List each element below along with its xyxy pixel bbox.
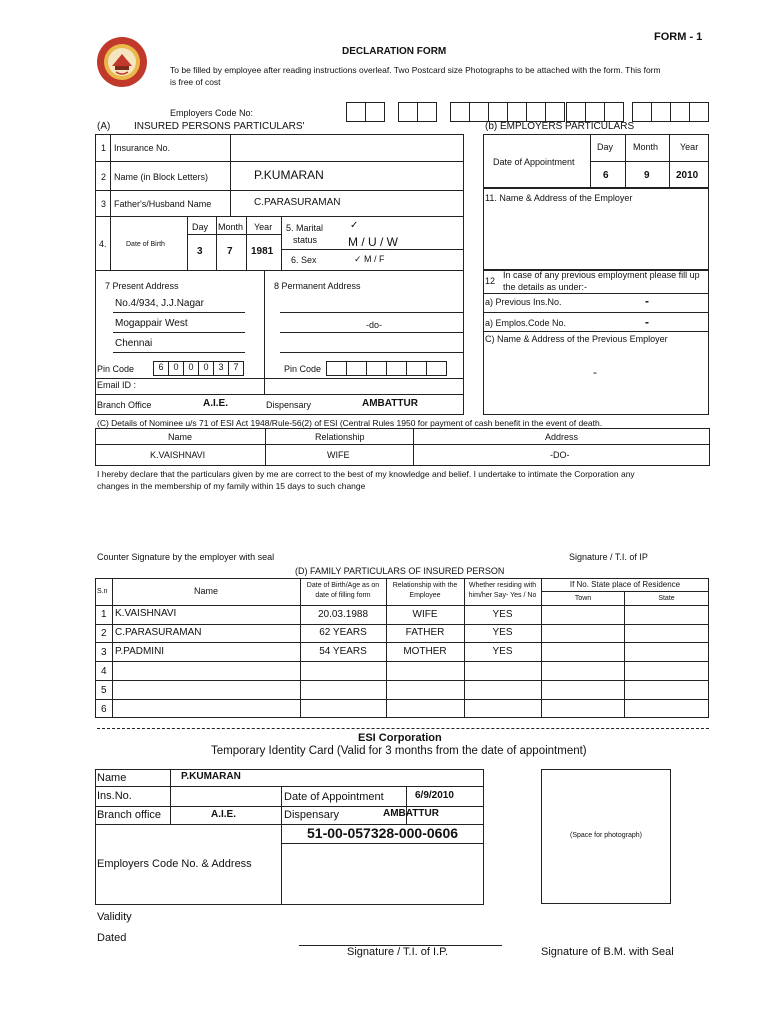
marital-label-2: status [293, 235, 318, 245]
name-label: Name (in Block Letters) [114, 172, 209, 182]
form-number: FORM - 1 [654, 31, 703, 43]
cut-line-divider [97, 728, 709, 729]
permanent-address-label: 8 Permanent Address [274, 281, 361, 291]
section-a-heading: INSURED PERSONS PARTICULARS' [134, 121, 305, 132]
pin-digit: 0 [183, 361, 199, 376]
id-branch-label: Branch office [97, 809, 162, 821]
id-ins-label: Ins.No. [97, 790, 132, 802]
family-col-town: Town [574, 595, 592, 602]
pin-code-label: Pin Code [97, 364, 135, 374]
declaration-line-1: I hereby declare that the particulars given by me are correct to the best of my knowledge and belief. I undertake to intimate the Corporation any [97, 469, 635, 479]
family-dob[interactable]: 54 YEARS [319, 646, 367, 657]
marital-check-icon: ✓ [350, 220, 359, 231]
signature-ip-label: Signature / T.I. of IP [569, 552, 648, 562]
marital-label: 5. Marital [286, 223, 324, 233]
doa-year[interactable]: 2010 [676, 170, 699, 181]
family-col-relationship-2: Employee [409, 592, 441, 599]
family-col-state: State [658, 595, 675, 602]
previous-employer-label: C) Name & Address of the Previous Employer [485, 334, 668, 344]
section-a-letter: (A) [97, 121, 111, 132]
previous-code-label: a) Emplos.Code No. [485, 318, 567, 328]
family-relationship[interactable]: MOTHER [403, 646, 447, 657]
insurance-no-label: Insurance No. [114, 143, 171, 153]
photo-placeholder-label: (Space for photograph) [570, 832, 642, 839]
row-number-2: 2 [101, 172, 107, 182]
dob-year-label: Year [254, 222, 273, 232]
id-name-value[interactable]: P.KUMARAN [181, 771, 241, 782]
pin-digit: 7 [228, 361, 244, 376]
dob-day-label: Day [192, 222, 209, 232]
instructions-line-2: is free of cost [170, 77, 221, 87]
dob-year[interactable]: 1981 [251, 246, 274, 257]
family-sn: 2 [101, 628, 107, 639]
id-dispensary-value[interactable]: AMBATTUR [383, 808, 439, 819]
doa-month-label: Month [633, 142, 659, 152]
family-residing[interactable]: YES [492, 627, 513, 638]
permanent-pin-code-label: Pin Code [284, 364, 322, 374]
family-dob[interactable]: 20.03.1988 [317, 609, 369, 620]
name-value[interactable]: P.KUMARAN [254, 168, 324, 182]
doa-day-label: Day [597, 142, 614, 152]
family-dob[interactable]: 62 YEARS [319, 627, 367, 638]
family-name[interactable]: C.PARASURAMAN [115, 627, 202, 638]
validity-label: Validity [97, 911, 132, 923]
family-name[interactable]: P.PADMINI [115, 646, 165, 657]
dated-label: Dated [97, 932, 127, 944]
declaration-line-2: changes in the membership of my family within 15 days to such change [97, 481, 366, 491]
dob-month[interactable]: 7 [227, 246, 233, 257]
doa-month[interactable]: 9 [644, 170, 650, 181]
family-col-residing: Whether residing with [468, 582, 537, 589]
family-sn: 3 [101, 647, 107, 658]
family-sn: 5 [101, 685, 107, 696]
dob-label: Date of Birth [126, 241, 165, 248]
nominee-col-address: Address [545, 432, 579, 442]
pin-digit: 0 [198, 361, 214, 376]
id-dispensary-label: Dispensary [284, 809, 340, 821]
dispensary-value[interactable]: AMBATTUR [362, 398, 418, 409]
dob-day[interactable]: 3 [197, 246, 203, 257]
family-name[interactable]: K.VAISHNAVI [115, 608, 177, 619]
previous-employment-note-2: the details as under:- [503, 282, 588, 292]
id-card-subtitle: Temporary Identity Card (Valid for 3 months from the date of appointment) [211, 745, 587, 757]
dob-month-label: Month [218, 222, 244, 232]
dispensary-label: Dispensary [266, 400, 312, 410]
id-insurance-number[interactable]: 51-00-057328-000-0606 [307, 825, 459, 841]
id-doa-label: Date of Appointment [284, 791, 384, 803]
nominee-col-relationship: Relationship [315, 432, 365, 442]
id-branch-value[interactable]: A.I.E. [211, 809, 237, 820]
previous-code-value[interactable]: - [645, 315, 649, 329]
counter-signature-label: Counter Signature by the employer with seal [97, 552, 275, 562]
family-col-name: Name [194, 586, 219, 596]
row-number-3: 3 [101, 199, 107, 209]
family-col-sn: S.n [97, 588, 108, 595]
nominee-relationship[interactable]: WIFE [327, 450, 350, 460]
father-name-value[interactable]: C.PARASURAMAN [254, 197, 341, 208]
pin-digit: 0 [168, 361, 184, 376]
previous-ins-value[interactable]: - [645, 294, 649, 308]
family-col-place: If No. State place of Residence [569, 580, 681, 589]
family-sn: 4 [101, 666, 107, 677]
family-residing[interactable]: YES [492, 609, 513, 620]
previous-ins-label: a) Previous Ins.No. [485, 297, 562, 307]
pin-digit: 6 [153, 361, 169, 376]
row-number-4: 4. [99, 239, 107, 249]
employers-code-label: Employers Code No: [170, 108, 254, 118]
family-relationship[interactable]: FATHER [405, 627, 445, 638]
family-sn: 6 [101, 704, 107, 715]
signature-ip-card: Signature / T.I. of I.P. [347, 946, 449, 958]
section-b-heading: (b) EMPLOYERS PARTICULARS [485, 121, 635, 132]
sex-value[interactable]: ✓ M / F [354, 254, 385, 264]
family-relationship[interactable]: WIFE [412, 609, 438, 620]
section-d-heading: (D) FAMILY PARTICULARS OF INSURED PERSON [295, 566, 505, 576]
nominee-name[interactable]: K.VAISHNAVI [150, 450, 206, 460]
doa-label: Date of Appointment [493, 157, 575, 167]
previous-employment-number: 12 [485, 276, 496, 286]
family-col-relationship: Relationship with the [392, 582, 458, 589]
father-name-label: Father's/Husband Name [114, 199, 212, 209]
present-address-line-2[interactable]: Mogappair West [115, 318, 188, 329]
form-title: DECLARATION FORM [342, 46, 447, 57]
family-col-dob: Date of Birth/Age as on [306, 582, 380, 589]
family-col-residing-2: him/her Say- Yes / No [468, 592, 537, 599]
esic-logo [96, 36, 148, 88]
signature-bm-card: Signature of B.M. with Seal [541, 946, 674, 958]
email-label: Email ID : [97, 380, 137, 390]
branch-office-value[interactable]: A.I.E. [203, 398, 229, 409]
present-address-line-3[interactable]: Chennai [115, 338, 153, 349]
employer-address-label: 11. Name & Address of the Employer [485, 193, 633, 203]
doa-year-label: Year [680, 142, 699, 152]
pin-digit: 3 [213, 361, 229, 376]
present-address-line-1[interactable]: No.4/934, J.J.Nagar [115, 298, 204, 309]
family-col-dob-2: date of filling form [315, 592, 371, 599]
previous-employment-note-1: In case of any previous employment please fill up [503, 270, 700, 280]
previous-employer-value[interactable]: - [593, 365, 597, 379]
id-employers-label: Employers Code No. & Address [97, 858, 252, 870]
id-name-label: Name [97, 772, 127, 784]
family-residing[interactable]: YES [492, 646, 513, 657]
section-c-heading: (C) Details of Nominee u/s 71 of ESI Act 1948/Rule-56(2) of ESI (Central Rules 1950 for payment of cash benefit in the event of death. [97, 418, 603, 428]
id-card-org: ESI Corporation [358, 732, 442, 744]
instructions-line-1: To be filled by employee after reading instructions overleaf. Two Postcard size Photographs to be attached with the form. This form [170, 65, 661, 75]
doa-day[interactable]: 6 [603, 170, 609, 181]
sex-label: 6. Sex [291, 255, 317, 265]
id-doa-value[interactable]: 6/9/2010 [415, 790, 454, 801]
present-address-label: 7 Present Address [105, 281, 179, 291]
branch-office-label: Branch Office [97, 400, 152, 410]
family-sn: 1 [101, 609, 107, 620]
nominee-address[interactable]: -DO- [550, 450, 570, 460]
marital-status-value[interactable]: M / U / W [348, 235, 398, 249]
permanent-address-value[interactable]: -do- [366, 320, 383, 330]
nominee-col-name: Name [168, 432, 193, 442]
row-number-1: 1 [101, 143, 107, 153]
